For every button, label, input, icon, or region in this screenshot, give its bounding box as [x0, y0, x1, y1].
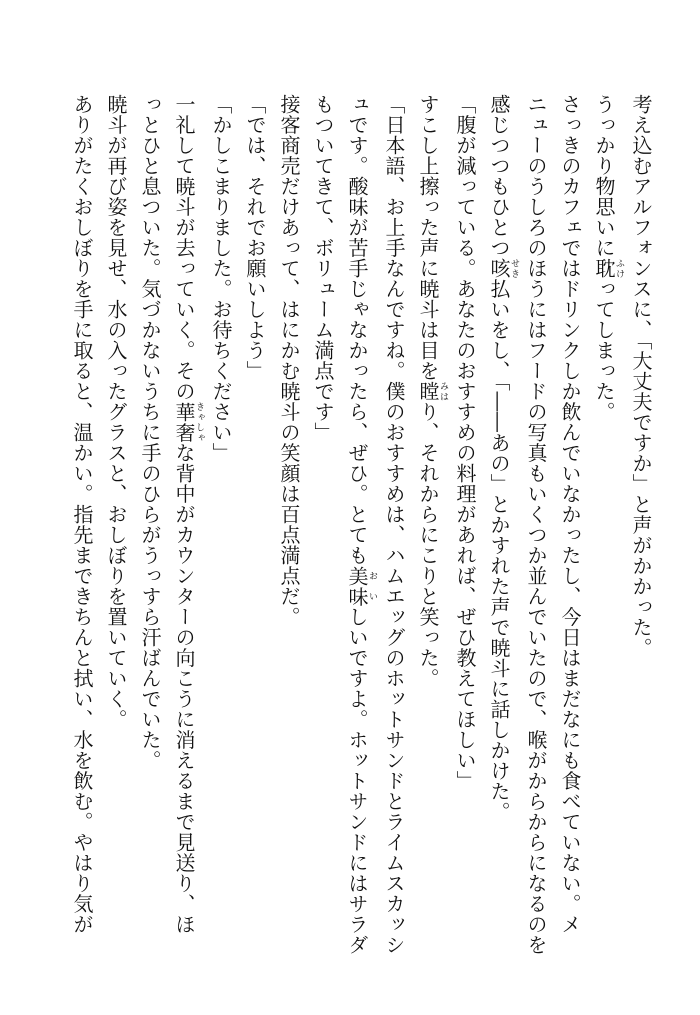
vertical-text-body [65, 94, 658, 974]
text-line-5 [482, 94, 519, 974]
text-line-6: 「腹が減っている。あなたのおすすめの料理があれば、ぜひ教えてほしい」 [453, 94, 477, 791]
text-line-14 [167, 94, 204, 974]
text-line-10: もついてきて、ボリューム満点です」 [311, 94, 335, 443]
text-line-1: 考え込むアルフォンスに、「大丈夫ですか」と声がかかった。 [629, 94, 653, 658]
text-line-5-tail: 払いをし、「――あの」とかすれた声で暁斗に話しかけた。 [487, 278, 511, 822]
text-line-9-lead: ュです。酸味が苦手じゃなかったら、ぜひ。とても [345, 94, 369, 566]
text-line-16: 暁斗が再び姿を見せ、水の入ったグラスと、おしぼりを置いていく。 [104, 94, 128, 730]
text-line-13: 「かしこまりました。お待ちください」 [209, 94, 233, 463]
text-line-4: ニューのうしろのほうにはフードの写真もいくつか並んでいたので、喉がからからになるのを [524, 94, 548, 955]
ruby-fuke: 耽ふけ [592, 258, 624, 279]
text-line-11: 接客商売だけあって、はにかむ暁斗の笑顔は百点満点だ。 [277, 94, 301, 627]
text-line-9 [340, 94, 377, 974]
text-line-9-tail: しいですよ。ホットサンドにはサラダ [345, 606, 369, 955]
text-line-14-lead: 一礼して暁斗が去っていく。その [172, 94, 196, 402]
text-line-7-tail: り、それからにこりと笑った。 [416, 401, 440, 689]
text-line-14-tail: な背中がカウンターの向こうに消えるまで見送り、ほ [172, 442, 196, 935]
text-line-7-lead: すこし上擦った声に暁斗は目を [416, 94, 440, 381]
text-line-2 [587, 94, 624, 974]
ruby-oi: 美味おい [345, 565, 377, 607]
text-line-17: ありがたくおしぼりを手に取ると、温かい。指先まできちんと拭い、水を飲む。やはり気が [70, 94, 94, 935]
text-line-8: 「日本語、お上手なんですね。僕のおすすめは、ハムエッグのホットサンドとライムスカッシ [382, 94, 406, 955]
ruby-miha: 瞠みは [416, 381, 448, 402]
text-line-12: 「では、それでお願いしよう」 [243, 94, 267, 381]
text-line-7 [411, 94, 448, 974]
text-line-5-lead: 感じつつもひとつ [487, 94, 511, 258]
text-line-15: っとひと息ついた。気づかないうちに手のひらがうっすら汗ばんでいた。 [138, 94, 162, 771]
ruby-seki: 咳せき [487, 258, 519, 279]
ruby-kyasha: 華奢きゃしゃ [172, 401, 204, 443]
text-line-2-tail: ってしまった。 [592, 278, 616, 422]
text-line-3: さっきのカフェではドリンクしか飲んでいなかったし、今日はまだなにも食べていない。メ [558, 94, 582, 935]
text-line-2-lead: うっかり物思いに [592, 94, 616, 258]
